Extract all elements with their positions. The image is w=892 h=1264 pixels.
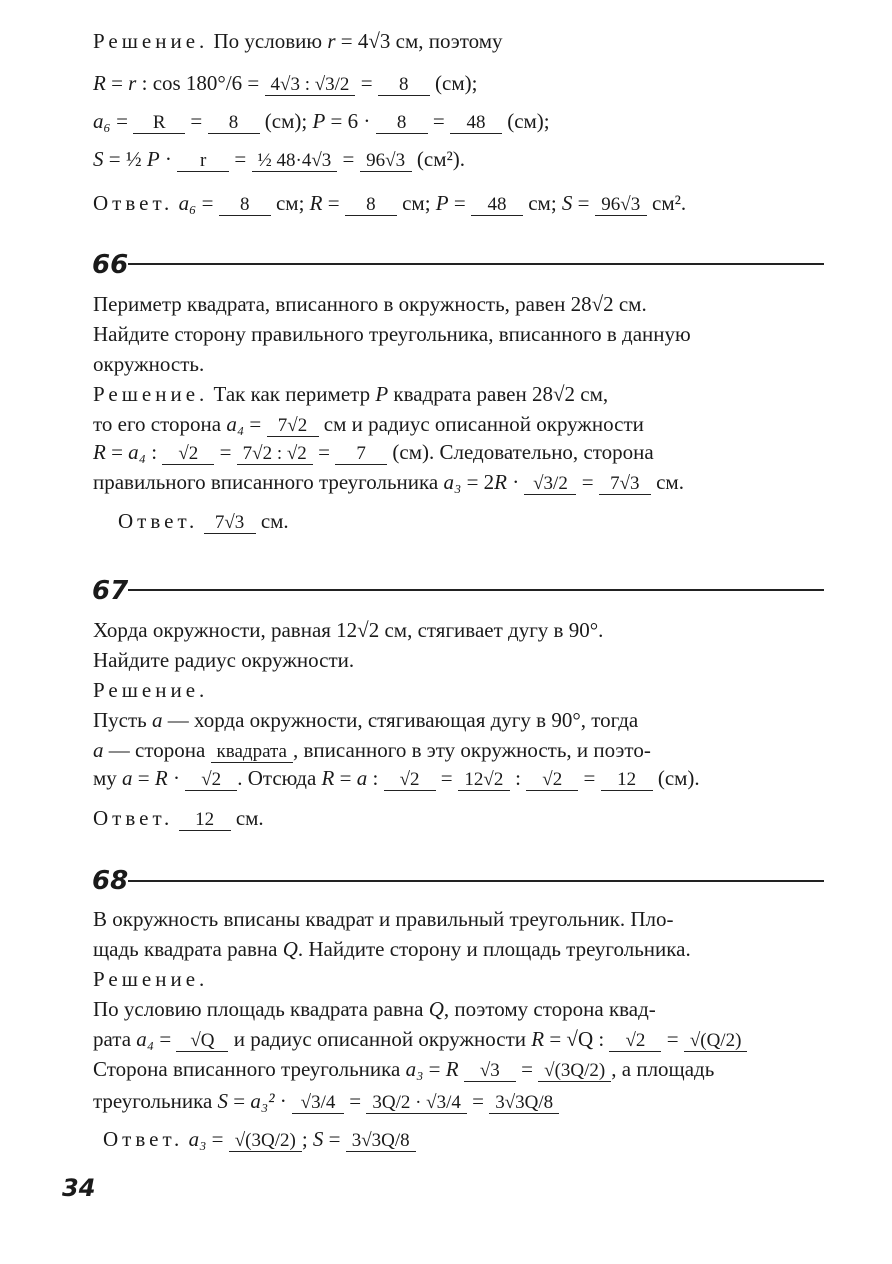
math-variable: a₆: [178, 191, 197, 215]
page-number: 34: [62, 1174, 96, 1202]
filled-answer-blank: 7: [335, 444, 387, 465]
math-variable: R: [309, 191, 323, 215]
problem-divider: [128, 263, 824, 265]
section-label: Решение.: [93, 29, 209, 53]
text-line: [93, 677, 208, 703]
text-segment: . Отсюда: [237, 766, 322, 790]
math-variable: P: [312, 109, 326, 133]
math-variable: a: [356, 766, 368, 790]
text-segment: =: [423, 1057, 446, 1081]
text-segment: Найдите радиус окружности.: [93, 648, 355, 672]
text-segment: ·: [274, 1089, 292, 1113]
text-line: [93, 765, 700, 791]
filled-answer-blank: 8: [376, 113, 428, 134]
text-segment: (см);: [501, 109, 550, 133]
text-segment: = 4√3 см, поэтому: [335, 29, 503, 53]
text-segment: , вписанного в эту окружность, и поэто-: [293, 738, 651, 762]
text-segment: треугольника: [93, 1089, 218, 1113]
math-variable: S: [312, 1127, 324, 1151]
problem-divider: [128, 589, 824, 591]
text-segment: :: [145, 440, 163, 464]
problem-divider: [128, 880, 824, 882]
text-segment: см;: [396, 191, 436, 215]
filled-answer-blank: √2: [162, 444, 214, 465]
text-segment: = 6 ·: [325, 109, 376, 133]
text-segment: =: [466, 1089, 490, 1113]
text-line: [93, 1088, 559, 1114]
text-segment: = ½: [103, 147, 147, 171]
text-segment: =: [661, 1027, 684, 1051]
text-line: [93, 966, 208, 992]
text-line: [93, 321, 691, 347]
text-segment: ·: [506, 470, 525, 494]
text-segment: =: [355, 71, 378, 95]
text-segment: =: [132, 766, 155, 790]
text-line: [93, 28, 503, 54]
filled-answer-blank: 7√3: [204, 513, 256, 534]
filled-answer-blank: 96√3: [595, 195, 647, 216]
filled-answer-blank: 12: [601, 770, 653, 791]
text-segment: правильного вписанного треугольника: [93, 470, 444, 494]
text-segment: рата: [93, 1027, 137, 1051]
filled-answer-blank: √(3Q/2): [229, 1131, 302, 1152]
text-segment: — хорда окружности, стягивающая дугу в 90°, тогда: [162, 708, 639, 732]
text-segment: =: [578, 766, 601, 790]
filled-answer-blank: 8: [345, 195, 397, 216]
filled-answer-blank: 48: [471, 195, 523, 216]
text-line: [93, 411, 644, 437]
math-variable: a₃: [405, 1057, 424, 1081]
text-line: [93, 1056, 714, 1082]
filled-answer-blank: √2: [609, 1031, 661, 1052]
filled-answer-blank: √2: [384, 770, 436, 791]
text-line: [93, 707, 638, 733]
text-segment: му: [93, 766, 123, 790]
text-segment: =: [572, 191, 595, 215]
filled-answer-blank: √Q: [176, 1031, 228, 1052]
section-label: Решение.: [93, 678, 209, 702]
filled-answer-blank: √3/4: [292, 1093, 344, 1114]
filled-answer-blank: √(3Q/2): [538, 1061, 611, 1082]
text-line: [93, 70, 477, 96]
text-line: [93, 291, 647, 317]
text-segment: По условию: [208, 29, 328, 53]
text-segment: = 2: [461, 470, 495, 494]
text-segment: Найдите сторону правильного треугольника, вписанного в данную: [93, 322, 691, 346]
text-line: [93, 1026, 747, 1052]
text-segment: и радиус описанной окружности: [228, 1027, 532, 1051]
filled-answer-blank: 4√3 : √3/2: [265, 75, 356, 96]
math-variable: a: [122, 766, 133, 790]
filled-answer-blank: 8: [208, 113, 260, 134]
text-segment: см².: [646, 191, 687, 215]
filled-answer-blank: √2: [185, 770, 237, 791]
text-segment: =: [229, 147, 252, 171]
text-line: [93, 351, 204, 377]
math-variable: r: [327, 29, 336, 53]
filled-answer-blank: 8: [219, 195, 271, 216]
text-segment: щадь квадрата равна: [93, 937, 283, 961]
filled-answer-blank: √3/2: [524, 474, 576, 495]
text-segment: =: [154, 1027, 177, 1051]
math-variable: a: [152, 708, 163, 732]
text-segment: (см).: [652, 766, 700, 790]
filled-answer-blank: 7√3: [599, 474, 651, 495]
text-segment: , а площадь: [611, 1057, 715, 1081]
filled-answer-blank: 7√2: [267, 416, 319, 437]
filled-answer-blank: √(Q/2): [684, 1031, 748, 1052]
math-variable: S: [217, 1089, 229, 1113]
text-segment: :: [509, 766, 527, 790]
text-segment: =: [214, 440, 237, 464]
text-segment: (см). Следовательно, сторона: [387, 440, 654, 464]
math-variable: P: [146, 147, 160, 171]
math-variable: R: [321, 766, 335, 790]
math-variable: R: [445, 1057, 459, 1081]
text-line: [93, 617, 603, 643]
filled-answer-blank: R: [133, 113, 185, 134]
filled-answer-blank: 8: [378, 75, 430, 96]
problem-number-67: 67: [92, 576, 129, 606]
text-segment: ·: [167, 766, 186, 790]
text-line: [93, 737, 651, 763]
text-segment: =: [110, 109, 134, 133]
math-variable: R: [93, 71, 106, 95]
math-variable: a₃: [443, 470, 462, 494]
math-variable: a₄: [226, 412, 245, 436]
math-variable: Q: [282, 937, 298, 961]
math-variable: P: [435, 191, 449, 215]
text-segment: =: [228, 1089, 251, 1113]
text-segment: В окружность вписаны квадрат и правильный треугольник. Пло-: [93, 907, 674, 931]
text-segment: По условию площадь квадрата равна: [93, 997, 429, 1021]
text-segment: =: [206, 1127, 229, 1151]
section-label: Ответ.: [118, 509, 199, 533]
text-segment: =: [515, 1057, 539, 1081]
text-segment: см.: [255, 509, 289, 533]
section-label: Ответ.: [93, 191, 174, 215]
text-segment: =: [105, 71, 129, 95]
text-segment: . Найдите сторону и площадь треугольника.: [297, 937, 691, 961]
math-variable: a₆: [93, 109, 111, 133]
text-segment: =: [196, 191, 219, 215]
text-segment: Сторона вписанного треугольника: [93, 1057, 406, 1081]
section-label: Ответ.: [103, 1127, 184, 1151]
math-variable: a₄: [128, 440, 146, 464]
math-variable: a₃: [188, 1127, 207, 1151]
text-segment: ·: [159, 147, 178, 171]
text-segment: =: [322, 191, 345, 215]
text-line: [93, 647, 354, 673]
math-variable: a₄: [136, 1027, 155, 1051]
text-segment: :: [367, 766, 384, 790]
text-line: [93, 381, 608, 407]
text-segment: квадрата равен 28√2 см,: [388, 382, 609, 406]
math-variable: a: [93, 738, 104, 762]
text-segment: (см);: [429, 71, 478, 95]
text-segment: (см²).: [411, 147, 466, 171]
filled-answer-blank: 3Q/2 · √3/4: [366, 1093, 467, 1114]
math-variable: R: [93, 440, 106, 464]
problem-number-66: 66: [92, 250, 129, 280]
text-line: [93, 906, 673, 932]
filled-answer-blank: ½ 48·4√3: [252, 151, 338, 172]
text-segment: =: [576, 470, 599, 494]
math-variable: r: [128, 71, 137, 95]
text-segment: то его сторона: [93, 412, 227, 436]
section-label: Ответ.: [93, 806, 174, 830]
text-segment: =: [435, 766, 458, 790]
text-line: [93, 805, 264, 831]
text-line: [93, 996, 656, 1022]
text-line: [93, 108, 550, 134]
math-variable: P: [375, 382, 389, 406]
text-segment: Периметр квадрата, вписанного в окружность, равен 28√2 см.: [93, 292, 647, 316]
text-line: [93, 146, 465, 172]
filled-answer-blank: 12: [179, 810, 231, 831]
text-segment: =: [185, 109, 208, 133]
filled-answer-blank: 3√3Q/8: [346, 1131, 416, 1152]
text-segment: =: [334, 766, 357, 790]
math-variable: R: [531, 1027, 545, 1051]
text-line: [118, 508, 289, 534]
text-segment: =: [448, 191, 471, 215]
text-segment: см.: [650, 470, 684, 494]
text-segment: см.: [230, 806, 264, 830]
text-segment: =: [337, 147, 360, 171]
text-segment: см;: [270, 191, 310, 215]
text-segment: см и радиус описанной окружности: [318, 412, 644, 436]
text-segment: ;: [301, 1127, 313, 1151]
text-segment: = √Q :: [544, 1027, 610, 1051]
math-variable: a₃²: [250, 1089, 275, 1113]
text-segment: =: [105, 440, 129, 464]
math-variable: Q: [428, 997, 444, 1021]
text-segment: =: [427, 109, 450, 133]
section-label: Решение.: [93, 382, 209, 406]
text-segment: (см);: [259, 109, 313, 133]
text-segment: =: [244, 412, 267, 436]
filled-answer-blank: r: [177, 151, 229, 172]
math-variable: S: [93, 147, 104, 171]
text-line: [93, 469, 684, 495]
text-line: [93, 439, 654, 465]
text-segment: Пусть: [93, 708, 152, 732]
text-segment: =: [323, 1127, 346, 1151]
math-variable: R: [494, 470, 507, 494]
filled-answer-blank: 3√3Q/8: [489, 1093, 559, 1114]
text-segment: Хорда окружности, равная 12√2 см, стягивает дугу в 90°.: [93, 618, 604, 642]
text-segment: : cos 180°/6 =: [136, 71, 265, 95]
text-segment: — сторона: [103, 738, 211, 762]
text-line: [93, 936, 691, 962]
text-segment: см;: [522, 191, 562, 215]
text-line: [93, 190, 686, 216]
filled-answer-blank: 7√2 : √2: [237, 444, 313, 465]
section-label: Решение.: [93, 967, 209, 991]
text-segment: =: [344, 1089, 367, 1113]
text-segment: =: [312, 440, 336, 464]
filled-answer-blank: 12√2: [458, 770, 510, 791]
text-segment: окружность.: [93, 352, 205, 376]
filled-answer-blank: √3: [464, 1061, 516, 1082]
filled-answer-blank: √2: [526, 770, 578, 791]
text-segment: , поэтому сторона квад-: [443, 997, 656, 1021]
text-line: [103, 1126, 416, 1152]
filled-answer-blank: 48: [450, 113, 502, 134]
text-segment: Так как периметр: [208, 382, 376, 406]
problem-number-68: 68: [92, 866, 129, 896]
filled-answer-blank: квадрата: [211, 742, 293, 763]
math-variable: R: [154, 766, 168, 790]
filled-answer-blank: 96√3: [360, 151, 412, 172]
math-variable: S: [561, 191, 573, 215]
